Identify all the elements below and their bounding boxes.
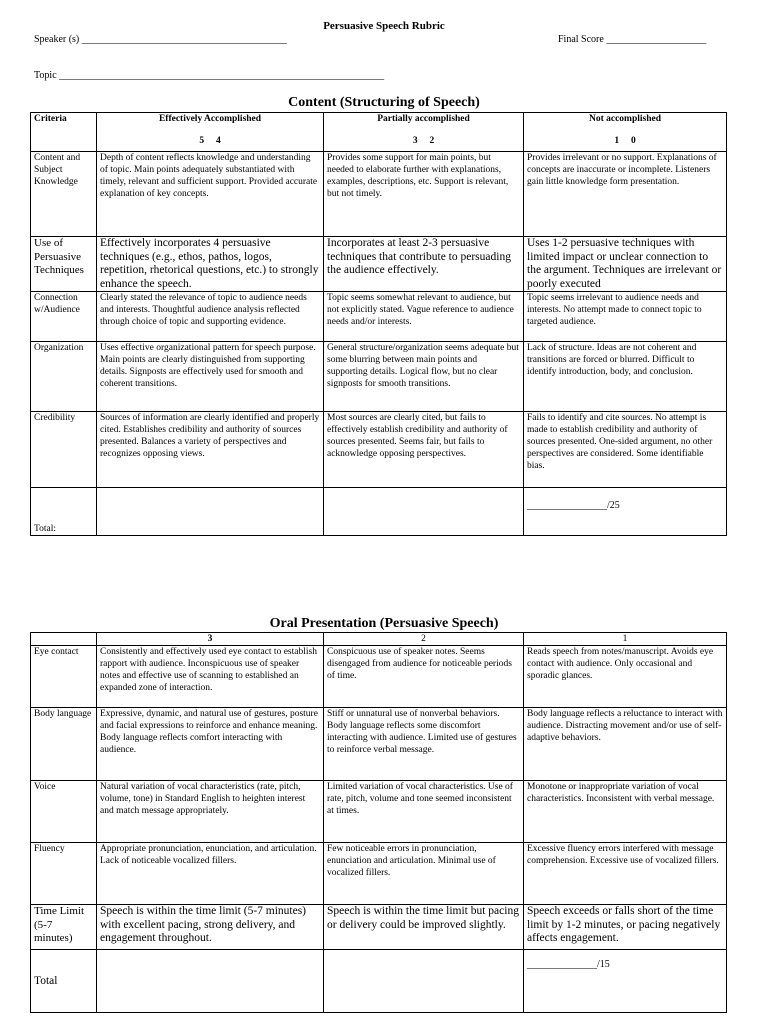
score-3-cell: Appropriate pronunciation, enunciation, and articulation. Lack of noticeable vocalized fillers. [97,843,324,905]
total-label: Total [31,950,97,1013]
oral-criteria-header [31,633,97,646]
partial-cell: Most sources are clearly cited, but fails to effectively establish credibility and authority of sources presented. Seems fair, but fails to acknowledge opposing perspectives. [324,412,524,488]
criteria-cell: Time Limit (5-7 minutes) [31,905,97,950]
score-1-cell: Monotone or inappropriate variation of vocal characteristics. Inconsistent with verbal message. [524,781,727,843]
table-row [31,905,727,950]
oral-score-1-header: 1 [524,633,727,646]
oral-score-3-header: 3 [97,633,324,646]
not-cell: Topic seems irrelevant to audience needs and interests. No attempt made to connect topic to targeted audience. [524,292,727,342]
oral-total-score[interactable]: ______________/15 [527,959,610,970]
score-1-cell: Reads speech from notes/manuscript. Avoids eye contact with audience. Only occasional and sporadic glances. [524,646,727,708]
content-total-score[interactable]: ________________/25 [527,500,620,511]
score-3-cell: Consistently and effectively used eye contact to establish rapport with audience. Inconspicuous use of speaker notes and effective use of scanning to established an expanded zone of interaction. [97,646,324,708]
score-3-cell: Natural variation of vocal characteristics (rate, pitch, volume, tone) in Standard English to heighten interest and match message appropriately. [97,781,324,843]
not-cell: Lack of structure. Ideas are not coherent and transitions are forced or blurred. Difficult to identify introduction, body, and conclusion. [524,342,727,412]
table-row [31,412,727,488]
not-header [524,113,727,152]
criteria-cell: Credibility [31,412,97,488]
criteria-header: Criteria [31,113,97,152]
oral-rubric-table [30,632,727,1013]
table-row [31,646,727,708]
not-cell: Uses 1-2 persuasive techniques with limited impact or unclear connection to the argument. Techniques are irrelevant or poorly executed [524,237,727,292]
table-row [31,781,727,843]
partial-cell: Incorporates at least 2-3 persuasive techniques that contribute to persuading the audience effectively. [324,237,524,292]
partial-header [324,113,524,152]
oral-section-title: Oral Presentation (Persuasive Speech) [269,616,499,631]
effective-cell: Effectively incorporates 4 persuasive techniques (e.g., ethos, pathos, logos, repetition, rhetorical questions, etc.) to strongly enhance the speech. [97,237,324,292]
effective-cell: Sources of information are clearly identified and properly cited. Establishes credibility and authority of sources presented. Balances a variety of perspectives and recognizes opposing views. [97,412,324,488]
score-2-cell: Limited variation of vocal characteristics. Use of rate, pitch, volume and tone seemed inconsistent at times. [324,781,524,843]
table-row [31,843,727,905]
score-2-cell: Speech is within the time limit but pacing or delivery could be improved slightly. [324,905,524,950]
table-row [31,152,727,237]
partial-header-label: Partially accomplished [377,114,470,124]
not-header-label: Not accomplished [588,114,662,124]
not-score-range: 1 0 [614,136,636,146]
partial-score-range: 3 2 [412,136,435,146]
not-cell: Fails to identify and cite sources. No attempt is made to establish credibility and authority of sources presented. One-sided argument, no other perspectives are considered. Some identifiable bias. [524,412,727,488]
criteria-cell: Voice [31,781,97,843]
table-row [31,342,727,412]
score-2-cell: Conspicuous use of speaker notes. Seems disengaged from audience for noticeable periods of time. [324,646,524,708]
not-cell: Provides irrelevant or no support. Explanations of concepts are inaccurate or incomplete. Listeners gain little knowledge form presentation. [524,152,727,237]
score-2-cell: Few noticeable errors in pronunciation, enunciation and articulation. Minimal use of vocalized fillers. [324,843,524,905]
score-1-cell: Excessive fluency errors interfered with message comprehension. Excessive use of vocalized fillers. [524,843,727,905]
total-score-2-cell[interactable] [324,950,524,1013]
total-partial-cell[interactable] [324,488,524,536]
total-label: Total: [31,488,97,536]
total-score-3-cell[interactable] [97,950,324,1013]
document-title: Persuasive Speech Rubric [323,20,445,32]
criteria-cell: Use of Persuasive Techniques [31,237,97,292]
effective-cell: Clearly stated the relevance of topic to audience needs and interests. Thoughtful audience analysis reflected through choice of topic and supporting evidence. [97,292,324,342]
effective-cell: Uses effective organizational pattern for speech purpose. Main points are clearly distinguished from supporting details. Signposts are effectively used for smooth and coherent transitions. [97,342,324,412]
table-row [31,292,727,342]
score-1-cell: Speech exceeds or falls short of the time limit by 1-2 minutes, or pacing negatively affects engagement. [524,905,727,950]
criteria-cell: Connection w/Audience [31,292,97,342]
total-score-cell[interactable] [524,950,727,1013]
oral-score-2-header: 2 [324,633,524,646]
total-score-cell[interactable] [524,488,727,536]
total-effective-cell[interactable] [97,488,324,536]
partial-cell: Provides some support for main points, but needed to elaborate further with explanations, examples, descriptions, etc. Support is relevant, but not timely. [324,152,524,237]
score-3-cell: Speech is within the time limit (5-7 minutes) with excellent pacing, strong delivery, and engagement throughout. [97,905,324,950]
partial-cell: General structure/organization seems adequate but some blurring between main points and supporting details. Logical flow, but no clear signposts for smooth transitions. [324,342,524,412]
score-3-cell: Expressive, dynamic, and natural use of gestures, posture and facial expressions to reinforce and enhance meaning. Body language reflects comfort interacting with audience. [97,708,324,781]
score-1-cell: Body language reflects a reluctance to interact with audience. Distracting movement and/or use of self-adaptive behaviors. [524,708,727,781]
effective-cell: Depth of content reflects knowledge and understanding of topic. Main points adequately substantiated with timely, relevant and sufficient support. Provided accurate explanation of key concepts. [97,152,324,237]
effective-score-range: 5 4 [199,136,221,146]
oral-header-row [31,633,727,646]
effective-header-label: Effectively Accomplished [158,114,262,124]
criteria-cell: Content and Subject Knowledge [31,152,97,237]
speaker-field[interactable]: Speaker (s) _________________________________________ [34,34,287,45]
content-header-row [31,113,727,152]
total-row [31,488,727,536]
criteria-cell: Eye contact [31,646,97,708]
topic-field[interactable]: Topic _________________________________________________________________ [34,70,385,81]
content-rubric-table [30,112,727,536]
table-row [31,237,727,292]
total-row [31,950,727,1013]
partial-cell: Topic seems somewhat relevant to audience, but not explicitly stated. Vague reference to audience needs and/or interests. [324,292,524,342]
criteria-cell: Fluency [31,843,97,905]
criteria-cell: Organization [31,342,97,412]
content-section-title: Content (Structuring of Speech) [288,95,480,110]
criteria-cell: Body language [31,708,97,781]
effective-header [97,113,324,152]
score-2-cell: Stiff or unnatural use of nonverbal behaviors. Body language reflects some discomfort interacting with audience. Limited use of gestures to reinforce verbal message. [324,708,524,781]
final-score-field[interactable]: Final Score ____________________ [558,34,707,45]
table-row [31,708,727,781]
